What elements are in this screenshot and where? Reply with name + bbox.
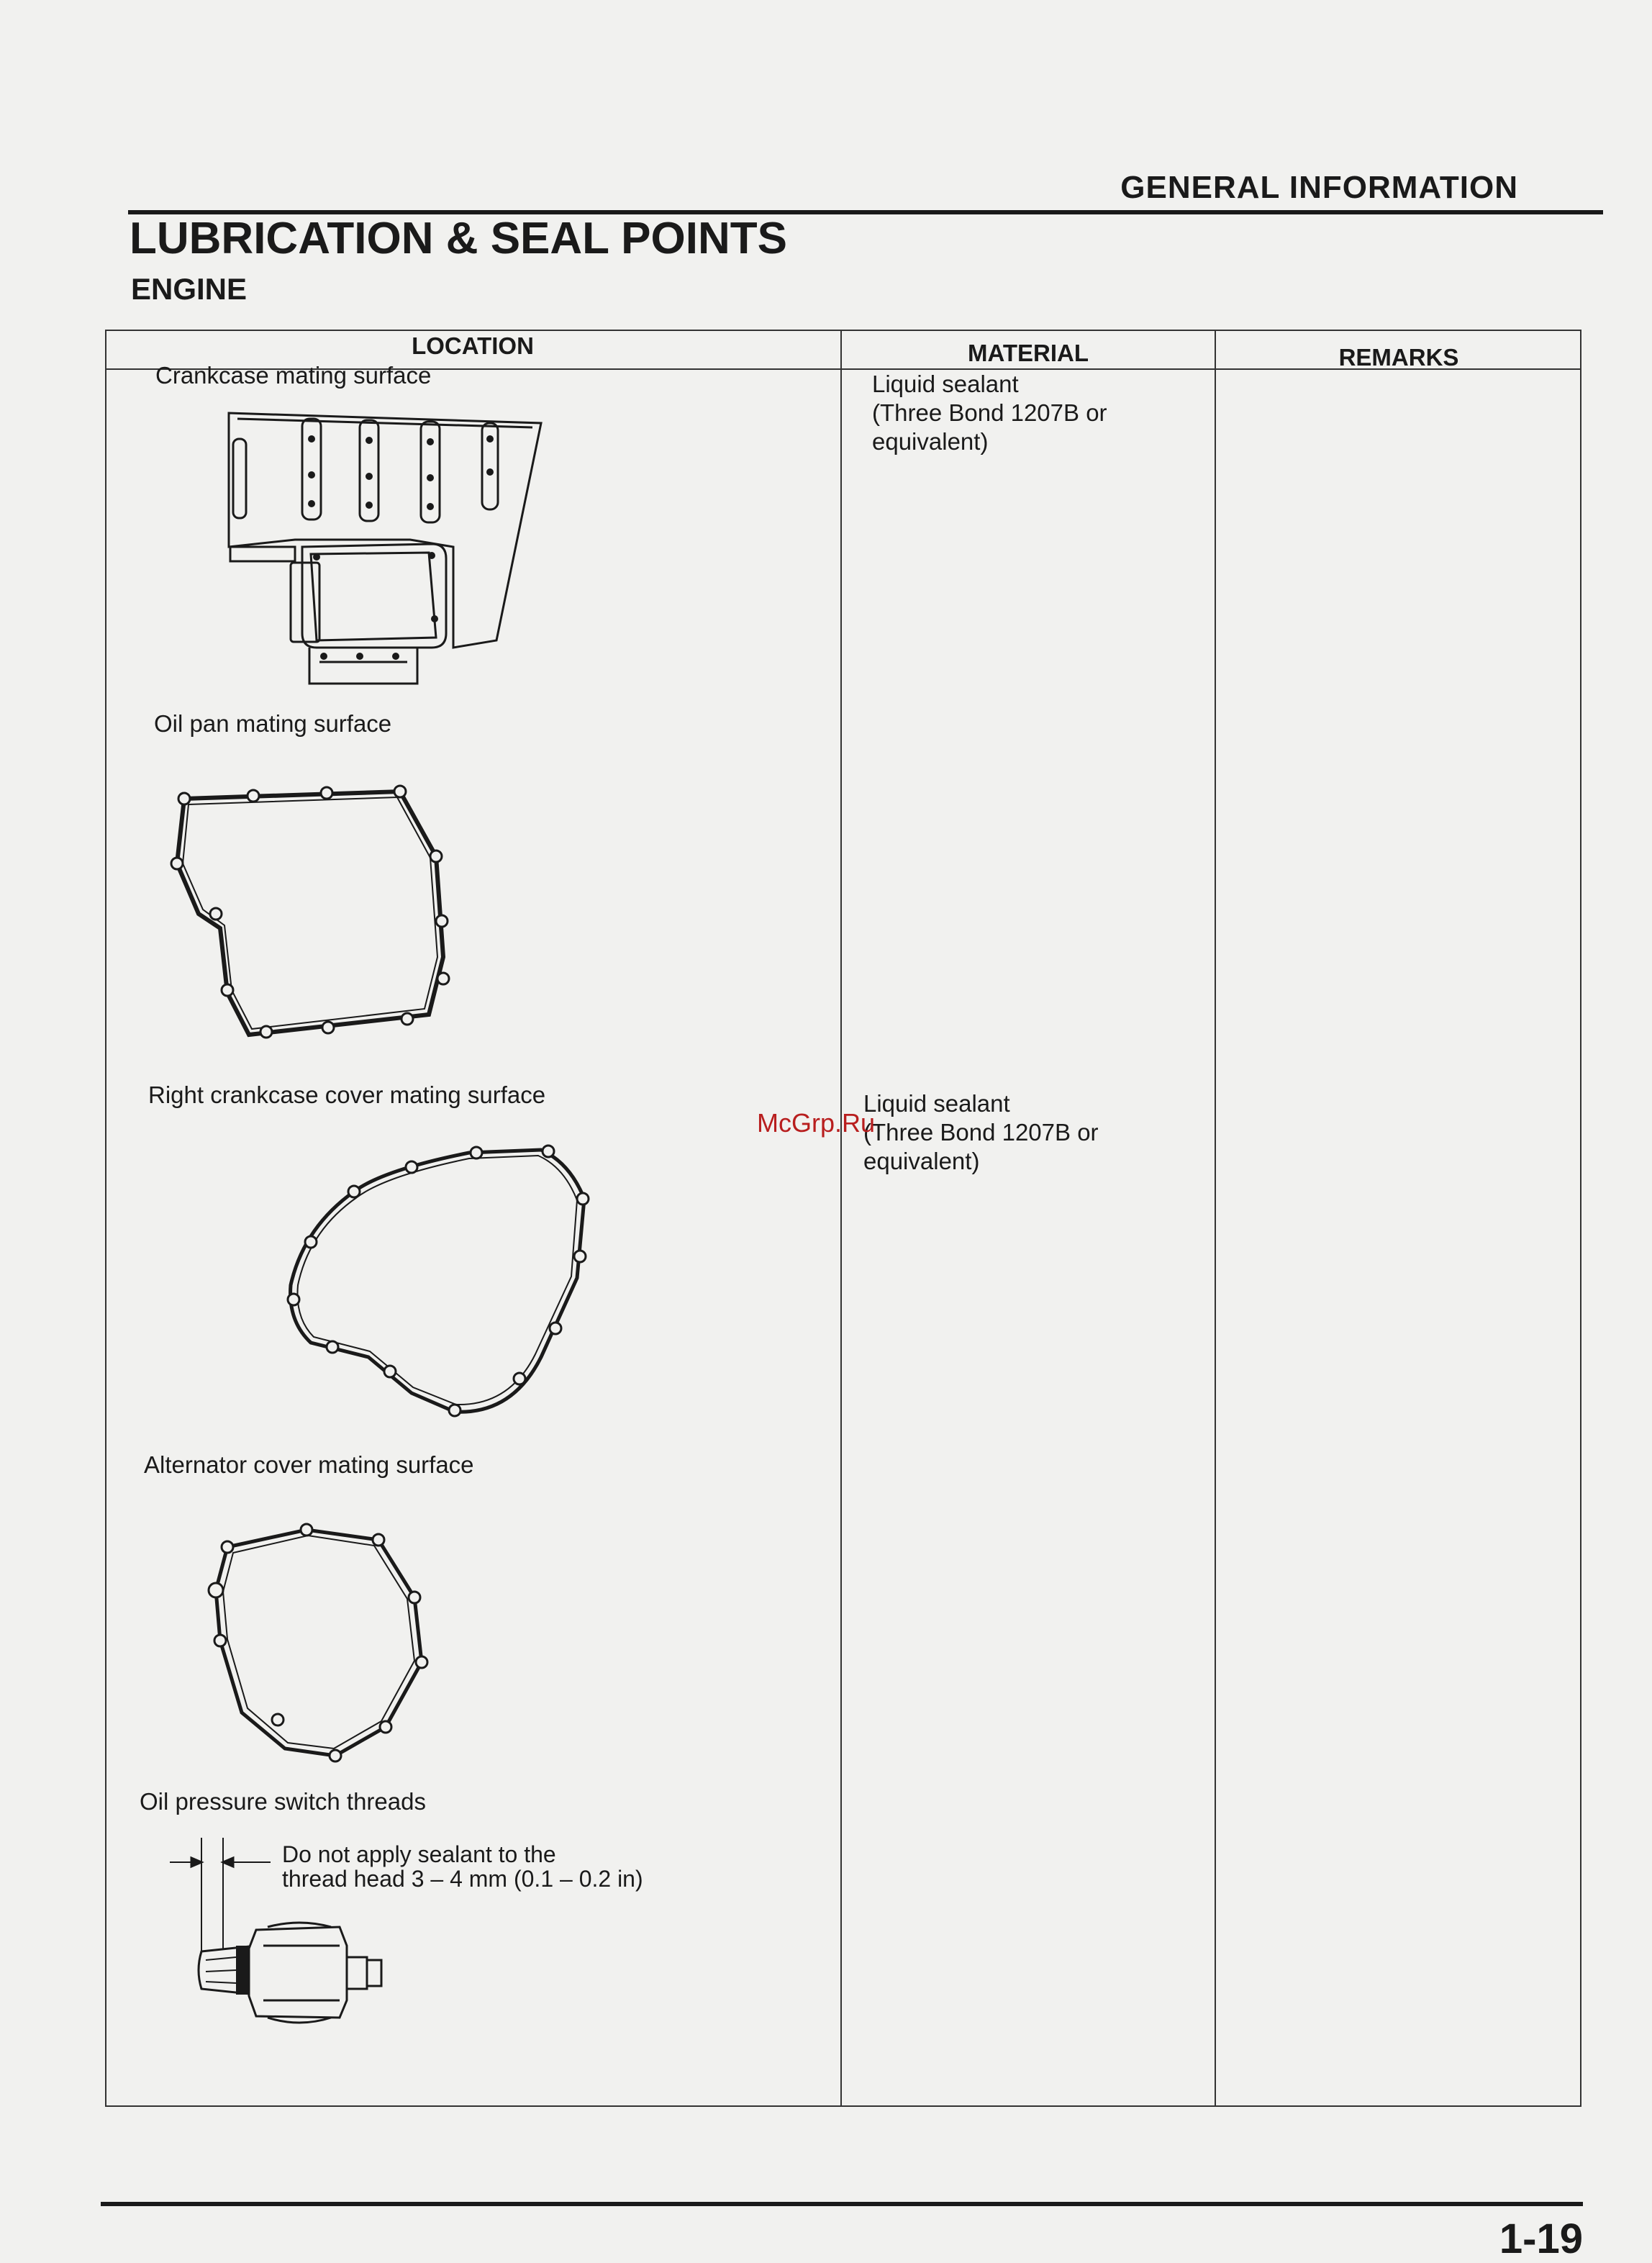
alternator-cover-diagram (206, 1518, 429, 1763)
column-header-location: LOCATION (412, 332, 534, 359)
oil-pan-diagram (163, 777, 450, 1043)
right-crankcase-cover-diagram (282, 1141, 606, 1429)
section-header: GENERAL INFORMATION (1120, 170, 1518, 205)
column-header-material: MATERIAL (967, 340, 1089, 366)
column-header-remarks: REMARKS (1338, 344, 1459, 371)
section-subtitle: ENGINE (131, 272, 248, 306)
column-divider-1 (840, 330, 842, 2107)
location-crankcase: Crankcase mating surface (155, 362, 432, 389)
oil-switch-note: Do not apply sealant to the thread head 3 – 4 mm (0.1 – 0.2 in) (282, 1841, 643, 1892)
crankcase-diagram (216, 403, 547, 691)
location-right-crankcase-cover: Right crankcase cover mating surface (148, 1081, 546, 1108)
location-alternator-cover: Alternator cover mating surface (144, 1451, 474, 1478)
location-oil-pressure-switch: Oil pressure switch threads (140, 1788, 426, 1815)
material-crankcase: Liquid sealant (Three Bond 1207B or equivalent) (872, 371, 1107, 455)
column-divider-2 (1215, 330, 1216, 2107)
oil-pressure-switch-diagram (170, 1838, 414, 2046)
page-number: 1-19 (1499, 2216, 1583, 2262)
footer-rule (101, 2202, 1583, 2206)
material-right-crankcase-cover: Liquid sealant (Three Bond 1207B or equivalent) (863, 1090, 1099, 1174)
page-title: LUBRICATION & SEAL POINTS (130, 214, 787, 263)
watermark: McGrp.Ru (757, 1108, 876, 1138)
location-oil-pan: Oil pan mating surface (154, 710, 392, 737)
